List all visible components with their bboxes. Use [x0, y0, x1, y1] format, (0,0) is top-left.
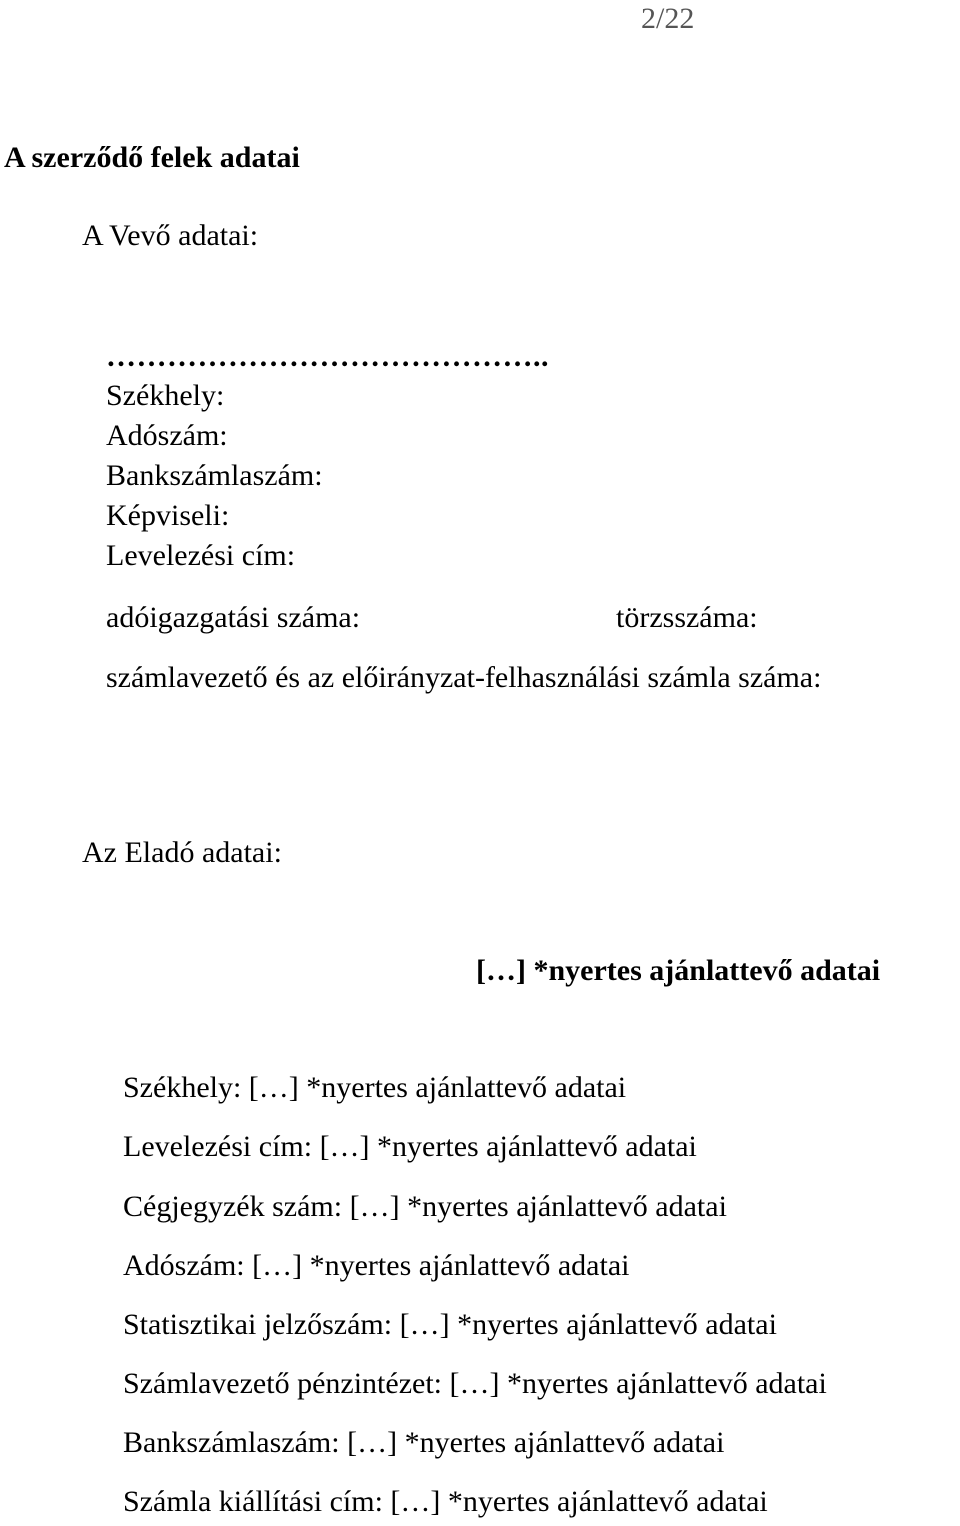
buyer-field-seat: Székhely: [106, 379, 225, 412]
page-number: 2/22 [641, 2, 695, 35]
seller-field-company-reg-number: Cégjegyzék szám: […] *nyertes ajánlattevő adatai [123, 1190, 727, 1223]
buyer-tax-admin-number: adóigazgatási száma: [106, 601, 361, 634]
buyer-account-number: számlavezető és az előirányzat-felhasználási számla száma: [106, 661, 822, 694]
buyer-field-tax-number: Adószám: [106, 419, 228, 452]
seller-field-tax-number: Adószám: […] *nyertes ajánlattevő adatai [123, 1249, 630, 1282]
seller-field-mailing-address: Levelezési cím: […] *nyertes ajánlattevő adatai [123, 1130, 697, 1163]
seller-field-seat: Székhely: […] *nyertes ajánlattevő adatai [123, 1071, 627, 1104]
buyer-title: A Vevő adatai: [82, 219, 259, 252]
seller-title: Az Eladó adatai: [82, 836, 282, 869]
section-heading: A szerződő felek adatai [4, 141, 300, 174]
buyer-field-bank-account: Bankszámlaszám: [106, 459, 323, 492]
seller-field-invoice-address: Számla kiállítási cím: […] *nyertes ajánlattevő adatai [123, 1485, 768, 1518]
seller-name-placeholder: […] *nyertes ajánlattevő adatai [476, 954, 881, 987]
seller-field-bank-account: Bankszámlaszám: […] *nyertes ajánlattevő adatai [123, 1426, 725, 1459]
buyer-name-placeholder: …………………………………….. [106, 340, 549, 373]
seller-field-bank: Számlavezető pénzintézet: […] *nyertes ajánlattevő adatai [123, 1367, 827, 1400]
buyer-field-mailing-address: Levelezési cím: [106, 539, 296, 572]
seller-field-statistical-number: Statisztikai jelzőszám: […] *nyertes ajánlattevő adatai [123, 1308, 777, 1341]
buyer-field-representative: Képviseli: [106, 499, 230, 532]
buyer-registry-number: törzsszáma: [616, 601, 758, 634]
